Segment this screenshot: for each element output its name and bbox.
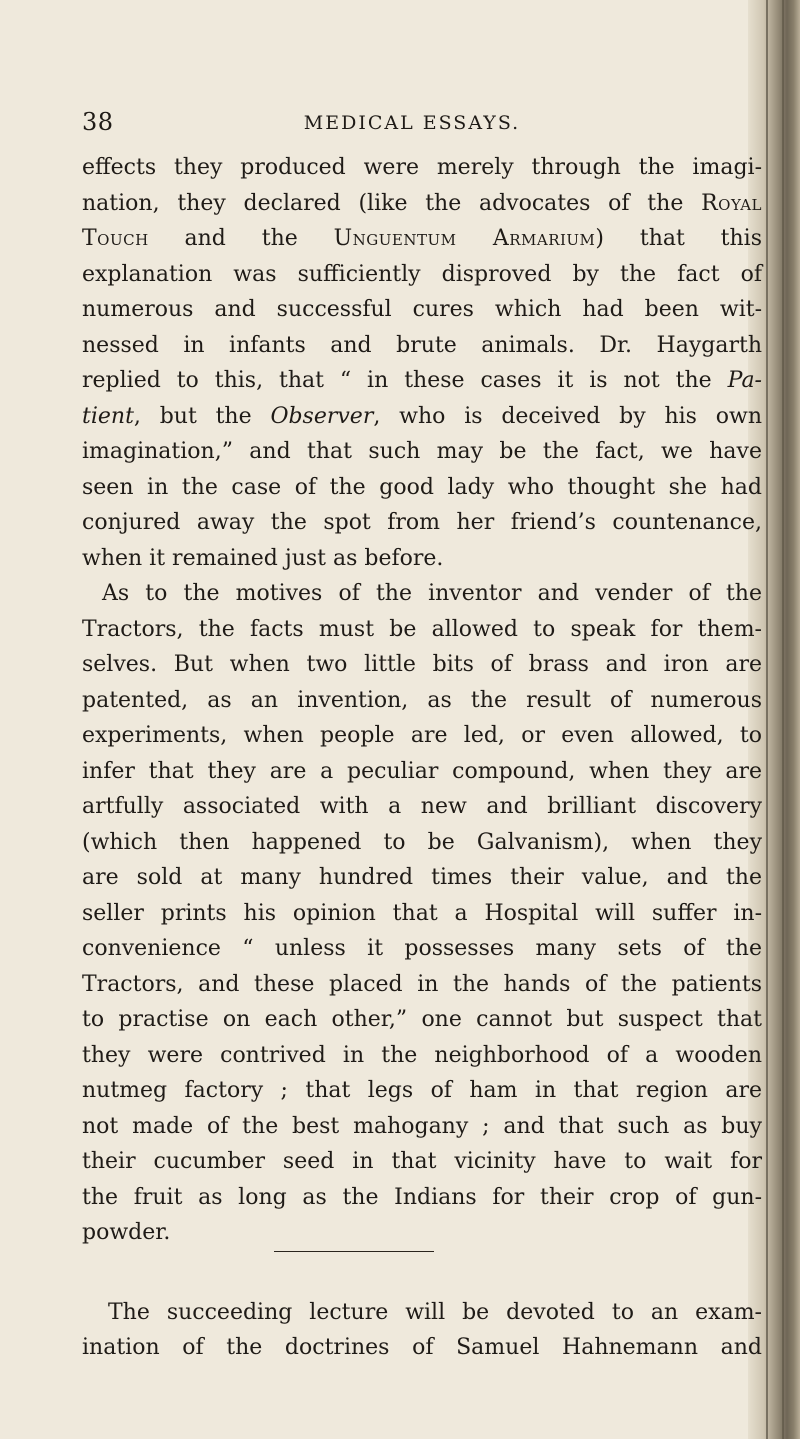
text-line: are sold at many hundred times their value, and the bbox=[82, 865, 762, 890]
text-line: selves. But when two little bits of brass and iron are bbox=[82, 652, 762, 677]
text-line bbox=[82, 186, 762, 222]
text-run: , who is deceived by his own bbox=[373, 403, 762, 429]
text-run: ) that this bbox=[595, 226, 762, 251]
small-caps-text: Royal bbox=[701, 190, 762, 216]
text-line: to practise on each other,” one cannot but suspect that bbox=[82, 1007, 762, 1032]
text-run: and the bbox=[148, 226, 334, 251]
text-line: imagination,” and that such may be the fact, we have bbox=[82, 439, 762, 464]
text-line: not made of the best mahogany ; and that such as buy bbox=[82, 1113, 762, 1139]
italic-text: tient bbox=[82, 403, 134, 429]
text-line bbox=[82, 221, 762, 257]
body-text bbox=[82, 150, 762, 1366]
page-number: 38 bbox=[82, 108, 114, 136]
text-line: the fruit as long as the Indians for their crop of gun- bbox=[82, 1184, 762, 1210]
italic-text: Pa- bbox=[727, 368, 762, 393]
text-line: powder. bbox=[82, 1220, 171, 1245]
paragraph-start-line: The succeeding lecture will be devoted to an exam- bbox=[108, 1299, 762, 1325]
text-line: seller prints his opinion that a Hospital will suffer in- bbox=[82, 900, 762, 926]
divider-rule bbox=[274, 1251, 434, 1252]
text-run: replied to this, that “ in these cases it is not the bbox=[82, 368, 728, 393]
text-line: convenience “ unless it possesses many sets of the bbox=[82, 936, 762, 961]
text-line: patented, as an invention, as the result of numerous bbox=[82, 687, 762, 713]
text-line: seen in the case of the good lady who thought she had bbox=[82, 474, 762, 500]
running-head: MEDICAL ESSAYS. bbox=[303, 112, 521, 134]
text-line: experiments, when people are led, or even allowed, to bbox=[82, 723, 762, 748]
text-line bbox=[82, 399, 762, 435]
text-run: , but the bbox=[133, 403, 271, 429]
gutter-edge-line bbox=[766, 0, 768, 1439]
text-line bbox=[82, 363, 762, 399]
text-line: ination of the doctrines of Samuel Hahnemann and bbox=[82, 1335, 762, 1360]
text-line: artfully associated with a new and brilliant discovery bbox=[82, 794, 762, 819]
text-line: Tractors, the facts must be allowed to speak for them- bbox=[82, 616, 762, 642]
text-line: their cucumber seed in that vicinity have to wait for bbox=[82, 1149, 762, 1174]
text-run: nation, they declared (like the advocates of the bbox=[82, 190, 702, 216]
text-line: effects they produced were merely through the imagi- bbox=[82, 155, 762, 180]
small-caps-text: Touch bbox=[82, 226, 149, 251]
text-line: (which then happened to be Galvanism), when they bbox=[82, 829, 762, 855]
text-line: nessed in infants and brute animals. Dr. Haygarth bbox=[82, 332, 762, 358]
page-header bbox=[82, 108, 742, 140]
text-line: Tractors, and these placed in the hands of the patients bbox=[82, 971, 762, 997]
text-line: nutmeg factory ; that legs of ham in that region are bbox=[82, 1078, 762, 1103]
paragraph-start-line: As to the motives of the inventor and vender of the bbox=[102, 581, 762, 606]
small-caps-text: Unguentum Armarium bbox=[333, 226, 596, 251]
text-line: numerous and successful cures which had been wit- bbox=[82, 297, 762, 322]
section-divider bbox=[82, 1251, 762, 1295]
text-line: conjured away the spot from her friend’s countenance, bbox=[82, 510, 762, 535]
text-line: they were contrived in the neighborhood of a wooden bbox=[82, 1042, 762, 1068]
italic-text: Observer bbox=[270, 403, 374, 429]
gutter-edge-line bbox=[782, 0, 784, 1439]
text-line: infer that they are a peculiar compound, when they are bbox=[82, 758, 762, 784]
text-line: when it remained just as before. bbox=[82, 545, 444, 571]
text-line: explanation was sufficiently disproved by the fact of bbox=[82, 261, 762, 287]
